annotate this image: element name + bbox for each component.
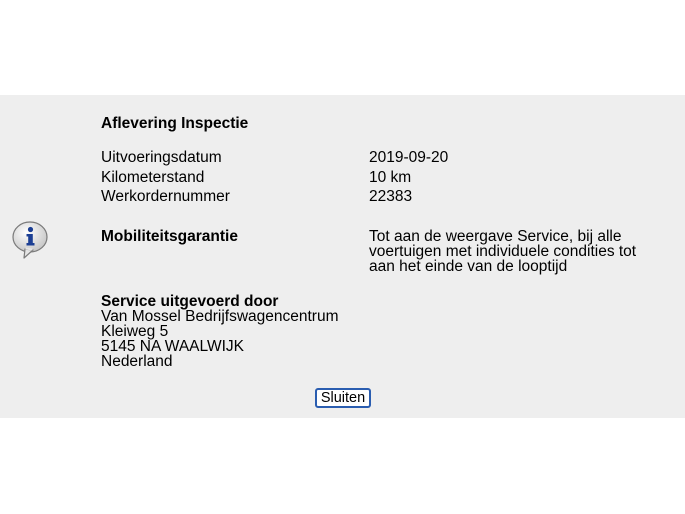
service-by-heading: Service uitgevoerd door (101, 293, 279, 310)
section-title: Aflevering Inspectie (101, 115, 249, 132)
service-street: Kleiweg 5 (101, 323, 169, 340)
info-icon (11, 221, 51, 259)
work-order-value: 22383 (369, 188, 413, 205)
mileage-value: 10 km (369, 169, 412, 186)
mileage-label: Kilometerstand (101, 169, 205, 186)
mobility-guarantee-line-2: voertuigen met individuele condities tot (369, 243, 637, 260)
service-company-name: Van Mossel Bedrijfswagencentrum (101, 308, 339, 325)
mobility-guarantee-label: Mobiliteitsgarantie (101, 228, 238, 245)
execution-date-value: 2019-09-20 (369, 149, 449, 166)
service-country: Nederland (101, 353, 173, 370)
work-order-label: Werkordernummer (101, 188, 230, 205)
service-postal-city: 5145 NA WAALWIJK (101, 338, 244, 355)
mobility-guarantee-line-1: Tot aan de weergave Service, bij alle (369, 228, 622, 245)
mobility-guarantee-line-3: aan het einde van de looptijd (369, 258, 568, 275)
inspection-dialog (0, 95, 685, 418)
close-button[interactable]: Sluiten (315, 388, 371, 408)
execution-date-label: Uitvoeringsdatum (101, 149, 222, 166)
